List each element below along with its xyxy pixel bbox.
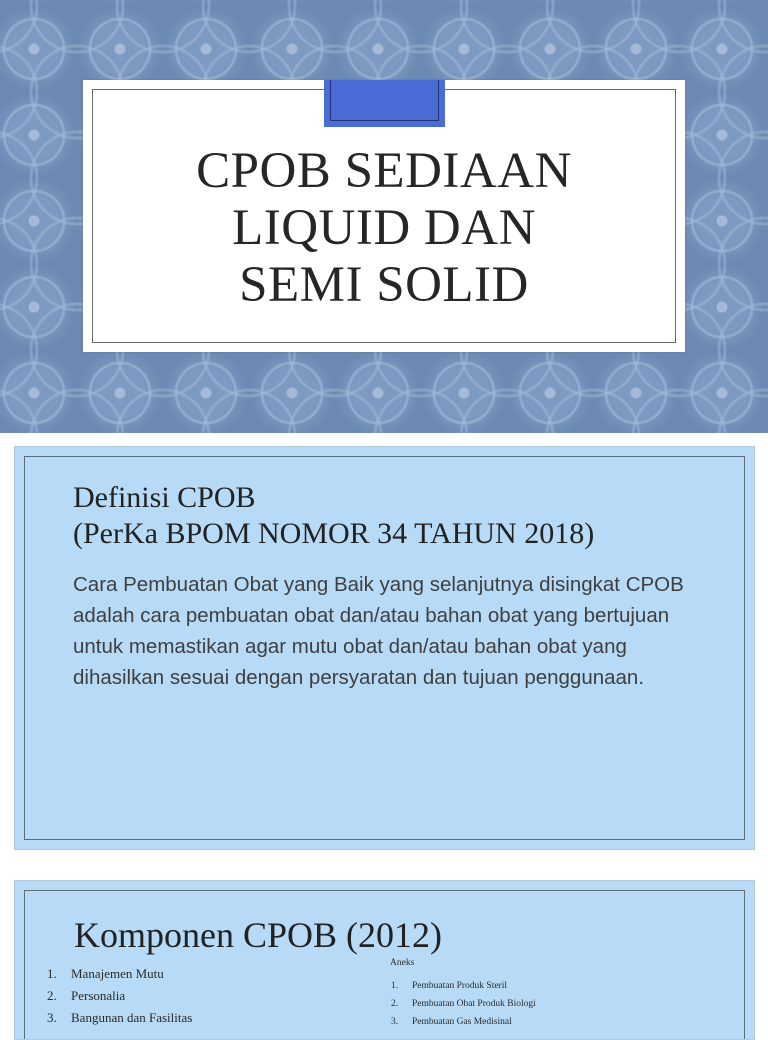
definition-heading	[73, 480, 594, 552]
list-item-number: 3.	[391, 1017, 399, 1027]
components-heading: Komponen CPOB (2012)	[74, 915, 442, 955]
slide-title-line-2: LIQUID DAN	[232, 200, 536, 256]
title-accent-tab-border	[330, 80, 439, 121]
list-item-label: Manajemen Mutu	[71, 966, 164, 981]
list-item	[391, 977, 536, 995]
list-item-number: 2.	[47, 988, 57, 1003]
list-item	[391, 1013, 536, 1031]
aneks-heading: Aneks	[390, 958, 415, 968]
list-item-label: Bangunan dan Fasilitas	[71, 1010, 193, 1025]
list-item-number: 3.	[47, 1010, 57, 1025]
slide-title-line-1: CPOB SEDIAAN	[196, 143, 572, 199]
list-item	[47, 963, 192, 985]
list-item-number: 1.	[391, 981, 399, 991]
list-item-number: 1.	[47, 966, 57, 981]
slide-title-line-3: SEMI SOLID	[239, 257, 529, 313]
aneks-list	[391, 977, 536, 1031]
list-item-label: Personalia	[71, 988, 126, 1003]
title-slide	[0, 0, 768, 433]
list-item-number: 2.	[391, 999, 399, 1009]
definition-slide	[14, 446, 755, 850]
list-item-label: Pembuatan Gas Medisinal	[412, 1017, 512, 1027]
list-item	[391, 995, 536, 1013]
list-item-label: Pembuatan Obat Produk Biologi	[412, 999, 536, 1009]
list-item-label: Pembuatan Produk Steril	[412, 981, 507, 991]
list-item	[47, 1007, 192, 1029]
definition-heading-line-1: Definisi CPOB	[73, 481, 256, 514]
title-accent-tab	[324, 80, 445, 127]
slide-title	[83, 143, 685, 314]
components-slide	[14, 880, 755, 1040]
list-item	[47, 985, 192, 1007]
definition-heading-line-2: (PerKa BPOM NOMOR 34 TAHUN 2018)	[73, 517, 595, 550]
components-list	[47, 963, 192, 1029]
definition-body: Cara Pembuatan Obat yang Baik yang selanjutnya disingkat CPOB adalah cara pembuatan obat dan/atau bahan obat yang bertujuan untuk memastikan agar mutu obat dan/atau bahan obat yang dihasilkan sesuai dengan persyaratan dan tujuan penggunaan.	[73, 573, 684, 689]
